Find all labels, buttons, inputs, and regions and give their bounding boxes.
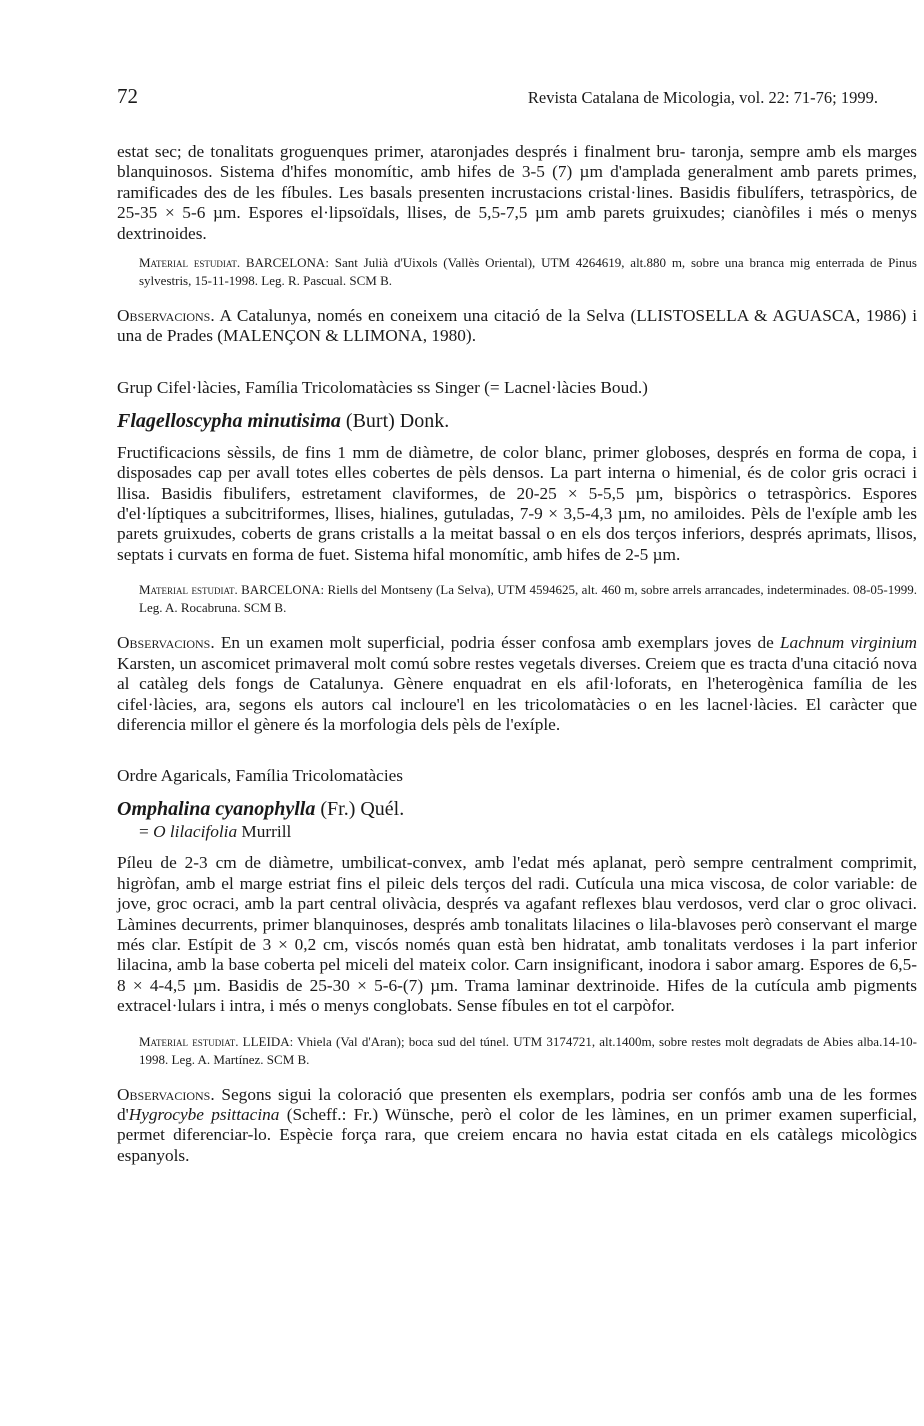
- observations-text-cont: (Scheff.: Fr.) Wünsche, però el color de les làmines, en un primer examen superficial, permet diferenciar-lo. Espècie força rara, que creiem encara no havia estat citada en els catàlegs micològics espanyols.: [117, 1104, 917, 1165]
- observations-text-cont: Karsten, un ascomicet primaveral molt comú sobre restes vegetals diverses. Creiem que es tracta d'una citació nova al catàleg dels fongs de Catalunya. Gènere enquadrat en els afil·loforats, en l'heterogènica família de les cifel·làcies, ara, segons els autors cal incloure'l en les tricolomatàcies o en les lacnel·làcies. El caràcter que diferencia millor el gènere és la morfologia dels pèls de l'exíple.: [117, 653, 917, 734]
- observations-text: A Catalunya, només en coneixem una citació de la Selva (LLISTOSELLA & AGUASCA, 1986) i una de Prades (MALENÇON & LLIMONA, 1980).: [117, 306, 917, 346]
- synonym-prefix: =: [139, 822, 154, 842]
- taxon-group-heading: Ordre Agaricals, Família Tricolomatàcies: [117, 766, 404, 786]
- species-latin-name: Flagelloscypha minutisima: [117, 409, 341, 432]
- observations-species-italic: Lachnum virginium: [779, 633, 917, 653]
- material-studied: [117, 254, 917, 290]
- observations-text: En un examen molt superficial, podria ésser confosa amb exemplars joves de: [214, 633, 780, 653]
- observations-label: Observacions.: [117, 306, 215, 326]
- observations-label: Observacions.: [117, 1084, 215, 1104]
- species-latin-name: Omphalina cyanophylla: [117, 798, 316, 821]
- synonym-name: O lilacifolia: [153, 822, 238, 842]
- material-studied: [117, 581, 917, 617]
- description-paragraph: Fructificacions sèssils, de fins 1 mm de diàmetre, de color blanc, primer globoses, després en forma de copa, i disposades cap per avall totes elles cobertes de pèls densos. La part interna o himenial, és de color gris ocraci i llisa. Basidis fibulifers, estretament claviformes, de 20-25 × 5-5,5 µm, bispòrics o tetraspòrics. Espores d'el·líptiques a subcitriformes, llises, hialines, gutuladas, 7-9 × 3,5-4,3 µm, no amiloides. Pèls de l'exíple amb les parets gruixudes, coberts de grans cristalls a la meitat bassal o en els dos terços inferiors, després aprimats, llisos, septats i curvats en forma de fuet. Sistema hifal monomític, amb hifes de 2-5 µm.: [117, 442, 917, 564]
- synonym-author: Murrill: [237, 822, 292, 842]
- observations-label: Observacions.: [117, 633, 215, 653]
- species-author: (Fr.) Quél.: [315, 798, 405, 821]
- species-heading: [117, 797, 917, 821]
- observations: [117, 1085, 917, 1167]
- material-text: BARCELONA: Sant Julià d'Uixols (Vallès Oriental), UTM 4264619, alt.880 m, sobre una branca mig enterrada de Pinus sylvestris, 15-11-1998. Leg. R. Pascual. SCM B.: [139, 255, 917, 289]
- material-label: Material estudiat.: [139, 1033, 239, 1049]
- species-heading: [117, 409, 917, 433]
- journal-citation: Revista Catalana de Micologia, vol. 22: 71-76; 1999.: [527, 88, 878, 107]
- material-label: Material estudiat.: [139, 582, 238, 598]
- page-header: [117, 84, 878, 109]
- observations-species-italic: Hygrocybe psittacina: [128, 1104, 280, 1124]
- observations-text: Segons sigui la coloració que presenten els exemplars, podria ser confós amb una de les formes d': [117, 1084, 917, 1124]
- page-number: 72: [117, 84, 138, 108]
- article-body: [117, 142, 917, 1166]
- species-author: (Burt) Donk.: [340, 409, 450, 432]
- material-studied: [117, 1033, 917, 1069]
- description-paragraph: estat sec; de tonalitats groguenques primer, ataronjades després i finalment bru- taronja, sempre amb els marges blanquinosos. Sistema d'hifes monomític, amb hifes de 3-5 (7) µm d'amplada generalment amb parets primes, ramificades des de les fíbules. Les basals presenten incrustacions cristal·lines. Basidis fibulífers, tetraspòrics, de 25-35 × 5-6 µm. Espores el·lipsoïdals, llises, de 5,5-7,5 µm amb parets gruixudes; cianòfiles i més o menys dextrinoides.: [117, 142, 917, 243]
- material-text: LLEIDA: Vhiela (Val d'Aran); boca sud del túnel. UTM 3174721, alt.1400m, sobre restes molt degradats de Abies alba.14-10-1998. Leg. A. Martínez. SCM B.: [139, 1033, 917, 1067]
- material-label: Material estudiat.: [139, 255, 241, 271]
- material-text: BARCELONA: Riells del Montseny (La Selva), UTM 4594625, alt. 460 m, sobre arrels arrancades, indeterminades. 08-05-1999. Leg. A. Rocabruna. SCM B.: [139, 582, 917, 616]
- description-paragraph: Píleu de 2-3 cm de diàmetre, umbilicat-convex, amb l'edat més aplanat, però sempre centralment comprimit, higròfan, amb el marge estriat fins el pileic dels terços del radi. Cutícula una mica viscosa, de color variable: de jove, groc ocraci, amb la part central olivàcia, després va agafant reflexes blau verdosos, verd clar o groc olivaci. Làmines decurrents, primer blanquinoses, després amb tonalitats lilacines o lila-blavoses però conservant el marge més clar. Estípit de 3 × 0,2 cm, viscós només quan està ben hidratat, amb tonalitats verdoses i la part inferior lilacina, amb la base coberta pel miceli del mateix color. Carn insignificant, inodora i sabor amarg. Espores de 6,5-8 × 4-4,5 µm. Basidis de 25-30 × 5-6-(7) µm. Trama laminar dextrinoide. Hifes de la cutícula amb pigments extracel·lulars i intra, i més o menys conglobats. Sense fíbules en tot el carpòfor.: [117, 853, 917, 1016]
- taxon-group-heading: Grup Cifel·làcies, Família Tricolomatàcies ss Singer (= Lacnel·làcies Boud.): [117, 377, 648, 397]
- observations: [117, 633, 917, 735]
- synonym-line: [117, 821, 917, 843]
- observations: [117, 306, 917, 347]
